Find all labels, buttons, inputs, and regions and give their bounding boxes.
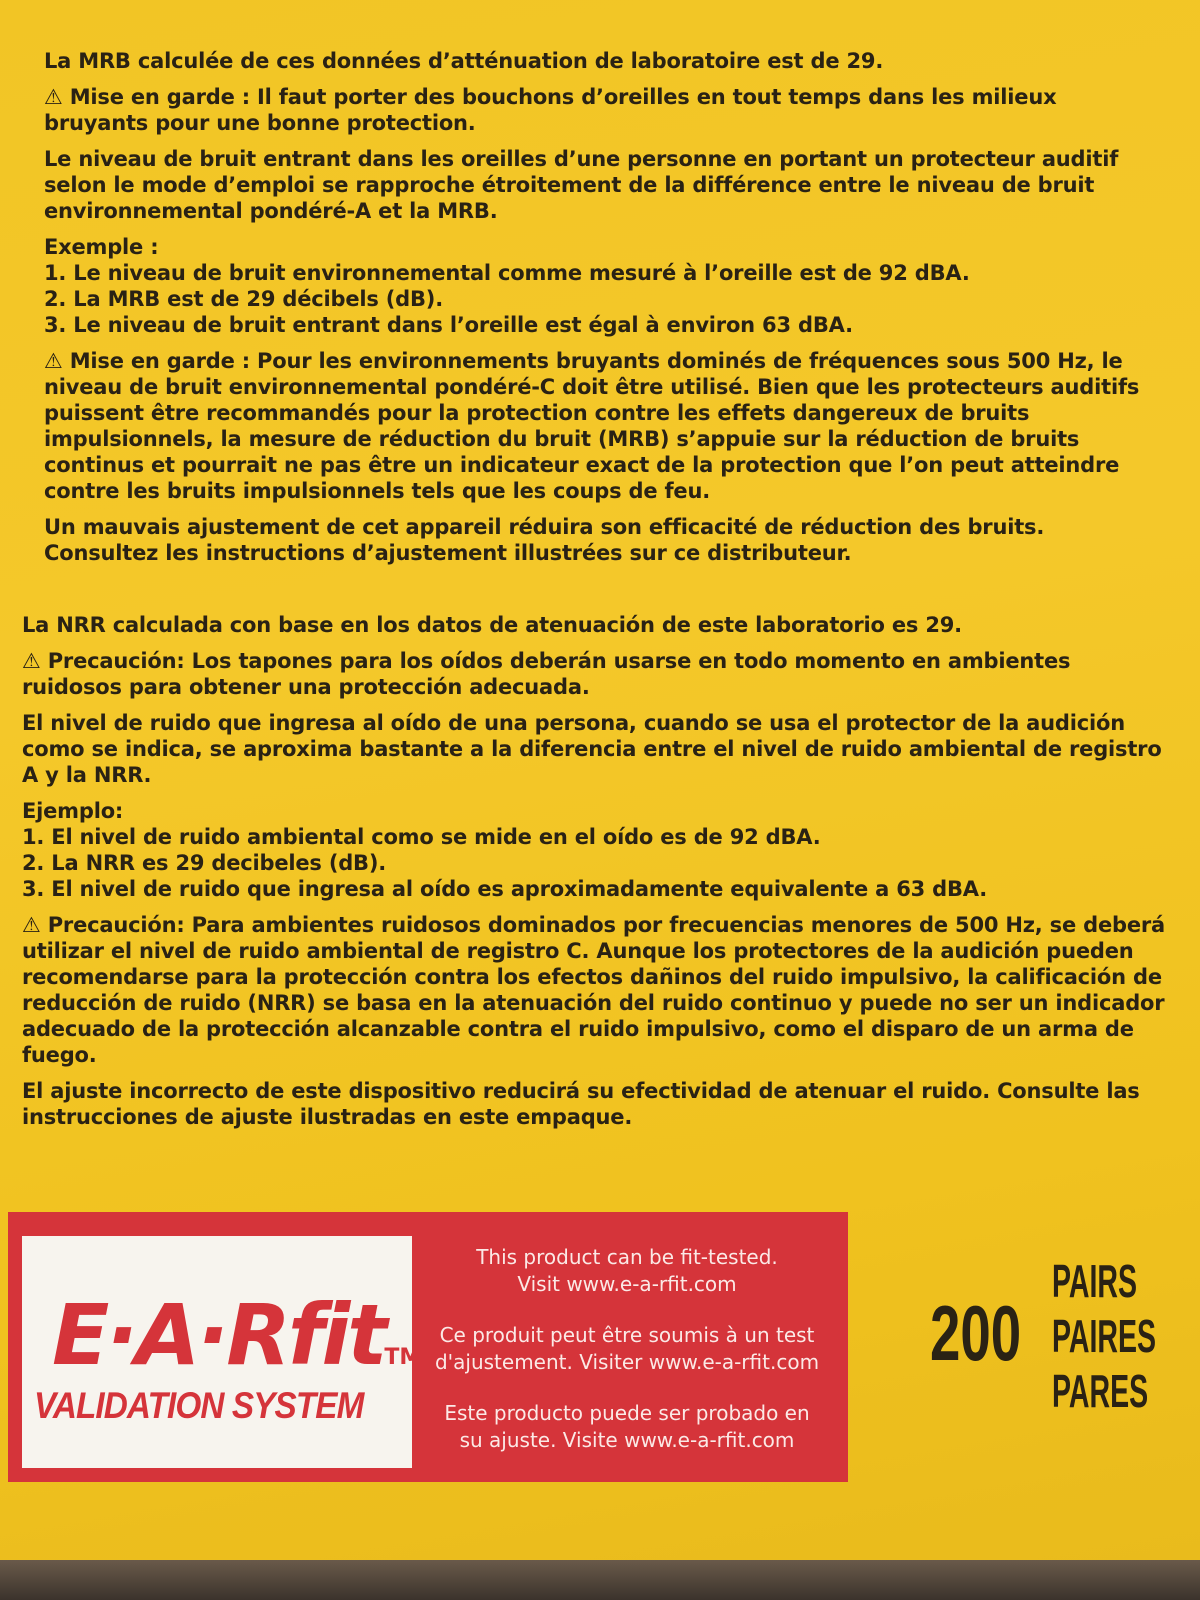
es-example-step: 1. El nivel de ruido ambiental como se mide en el oído es de 92 dBA. xyxy=(22,825,821,849)
fr-example-label: Exemple : xyxy=(44,235,159,259)
spanish-text-block xyxy=(22,612,1172,1140)
fr-fit-note: Un mauvais ajustement de cet appareil réduira son efficacité de réduction des bruits. Consultez les instructions d’ajustement illustrées sur ce distributeur. xyxy=(44,515,1045,565)
french-text-block xyxy=(44,48,1164,576)
fit-test-english xyxy=(422,1244,832,1298)
trademark-symbol: TM xyxy=(384,1345,422,1370)
fr-example-step: 1. Le niveau de bruit environnemental comme mesuré à l’oreille est de 92 dBA. xyxy=(44,261,970,285)
fr-explanation: Le niveau de bruit entrant dans les oreilles d’une personne en portant un protecteur auditif selon le mode d’emploi se rapproche étroitement de la différence entre le niveau de bruit environnemental pondéré-A et la MRB. xyxy=(44,147,1119,223)
unit-english: PAIRS xyxy=(1052,1255,1138,1307)
es-explanation: El nivel de ruido que ingresa al oído de una persona, cuando se usa el protector de la audición como se indica, se aproxima bastante a la diferencia entre el nivel de ruido ambiental de registro A y la NRR. xyxy=(22,711,1162,787)
earfit-logo-card xyxy=(22,1236,422,1468)
fr-warning-1: ⚠ Mise en garde : Il faut porter des bouchons d’oreilles en tout temps dans les milieux bruyants pour une bonne protection. xyxy=(44,85,1057,135)
fr-warning-2: ⚠ Mise en garde : Pour les environnements bruyants dominés de fréquences sous 500 Hz, le niveau de bruit environnemental pondéré-C doit être utilisé. Bien que les protecteurs auditifs puissent être recommandés pour la protection contre les effets dangereux de bruits impulsionnels, la mesure de réduction du bruit (MRB) s’appuie sur la réduction de bruits continus et pourrait ne pas être un indicateur exact de la protection que l’on peut atteindre contre les bruits impulsionnels tels que les coups de feu. xyxy=(44,349,1140,503)
fr-example-step: 3. Le niveau de bruit entrant dans l’oreille est égal à environ 63 dBA. xyxy=(44,313,853,337)
unit-spanish: PARES xyxy=(1052,1365,1149,1417)
fit-test-notice xyxy=(422,1244,832,1478)
fit-test-french-line-2: d'ajustement. Visiter www.e-a-rfit.com xyxy=(434,1350,820,1374)
es-example-step: 2. La NRR es 29 decibeles (dB). xyxy=(22,851,387,875)
quantity-count: 200 xyxy=(930,1289,1022,1377)
fit-test-english-line-2: Visit www.e-a-rfit.com xyxy=(517,1272,737,1296)
fr-example-step: 2. La MRB est de 29 décibels (dB). xyxy=(44,287,443,311)
table-surface xyxy=(0,1560,1200,1600)
es-example-step: 3. El nivel de ruido que ingresa al oído es aproximadamente equivalente a 63 dBA. xyxy=(22,877,988,901)
es-nrr-statement: La NRR calculada con base en los datos de atenuación de este laboratorio es 29. xyxy=(22,613,962,637)
fit-test-spanish xyxy=(422,1400,832,1454)
fr-example-list xyxy=(44,260,1164,338)
es-example-list xyxy=(22,824,1172,902)
validation-system-label: VALIDATION SYSTEM xyxy=(34,1385,364,1426)
es-example-label: Ejemplo: xyxy=(22,799,124,823)
fit-test-french xyxy=(422,1322,832,1376)
unit-french: PAIRES xyxy=(1052,1310,1157,1362)
es-warning-2: ⚠ Precaución: Para ambientes ruidosos dominados por frecuencias menores de 500 Hz, se deberá utilizar el nivel de ruido ambiental de registro C. Aunque los protectores de la audición pueden recomendarse para la protección contra los efectos dañinos del ruido impulsivo, la calificación de reducción de ruido (NRR) se basa en la atenuación del ruido continuo y puede no ser un indicador adecuado de la protección alcanzable contra el ruido impulsivo, como el disparo de un arma de fuego. xyxy=(22,913,1166,1067)
earfit-logo-word: E·A·Rfit xyxy=(52,1286,385,1384)
es-fit-note: El ajuste incorrecto de este dispositivo reducirá su efectividad de atenuar el ruido. Consulte las instrucciones de ajuste ilustradas en este empaque. xyxy=(22,1079,1140,1129)
es-warning-1: ⚠ Precaución: Los tapones para los oídos deberán usarse en todo momento en ambientes ruidosos para obtener una protección adecuada. xyxy=(22,649,1071,699)
fit-test-spanish-line-1: Este producto puede ser probado en xyxy=(444,1401,810,1425)
fit-test-spanish-line-2: su ajuste. Visite www.e-a-rfit.com xyxy=(459,1428,795,1452)
fit-test-french-line-1: Ce produit peut être soumis à un test xyxy=(439,1323,815,1347)
quantity-units xyxy=(1052,1254,1156,1419)
fit-test-english-line-1: This product can be fit-tested. xyxy=(476,1245,778,1269)
fr-nrr-statement: La MRB calculée de ces données d’atténuation de laboratoire est de 29. xyxy=(44,49,884,73)
